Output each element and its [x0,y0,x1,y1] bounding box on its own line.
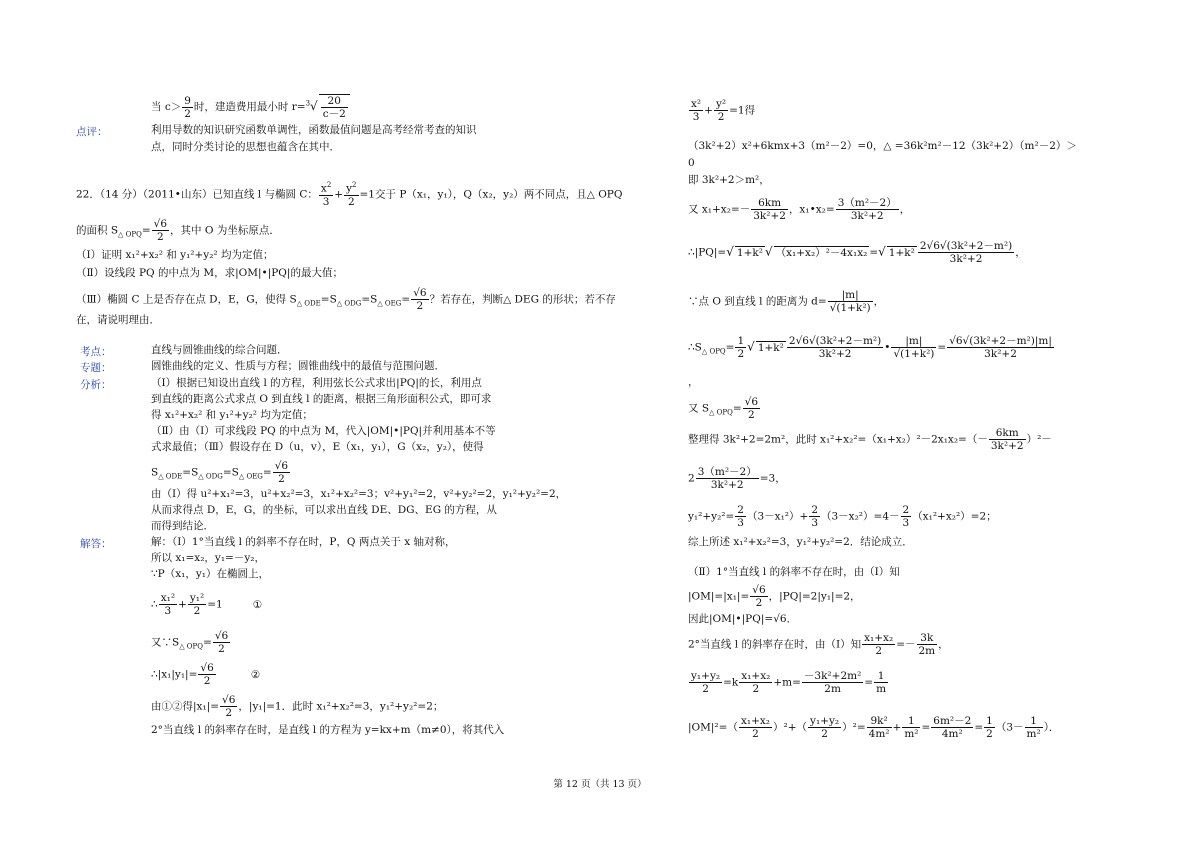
fenxi-line-8: 从而求得点 D，E，G，的坐标，可以求出直线 DE、DG、EG 的方程，从 [151,504,497,516]
r-line-2b: 0 [688,157,695,169]
r-line-12: y₁²+y₂²= $\frac{2}{3}$ （3－x₁²）+ $\frac{2}{3}$ （3－x₂²）=4－ $\frac{2}{3}$ （x₁²+x₂²）=2； [688,504,997,530]
jieda-line-3: ∵P（x₁，y₁）在椭圆上， [151,568,270,580]
jieda-line-7: 由①②得|x₁|= $\frac{√6}{2}$ ，|y₁|=1．此时 x₁²+x₂²=3，y₁²+y₂²=2； [151,694,444,720]
pingping-line-2: 点，同时分类讨论的思想也蕴含在其中． [151,141,340,153]
question-22-part-2: （Ⅱ）设线段 PQ 的中点为 M，求|OM|•|PQ|的最大值； [76,267,343,279]
r-line-16: 因此|OM|•|PQ|=√6． [688,613,798,625]
fenxi-line-9: 而得到结论． [151,520,214,532]
r-line-1: $\frac{\text{x²}}{3}$ + $\frac{\text{y²}}{2}$ =1得 [691,98,756,124]
pingping-label: 点评： [76,126,108,138]
question-22-part-1: （Ⅰ）证明 x₁²+x₂² 和 y₁²+y₂² 均为定值； [76,249,274,261]
r-line-8: ， [688,376,699,388]
r-line-14: （Ⅱ）1°当直线 l 的斜率不存在时，由（Ⅰ）知 [688,566,900,578]
r-line-13: 综上所述 x₁²+x₂²=3，y₁²+y₂²=2．结论成立． [688,536,913,548]
kaodian-text: 直线与圆锥曲线的综合问题． [151,344,288,356]
r-line-3: 即 3k²+2＞m²， [688,174,770,186]
jieda-line-1: 解：（Ⅰ）1°当直线 l 的斜率不存在时，P，Q 两点关于 x 轴对称， [151,536,456,548]
question-22-stem: 22．（14 分）（2011•山东）已知直线 l 与椭圆 C： $\frac{x^2}{3}$ + $\frac{y^2}{2}$ =1交于 P（x₁，y₁），Q（x₂，y₂）两不同点，且△ OPQ [76,181,623,208]
fenxi-line-2: 到直线的距离公式求点 O 到直线 l 的距离，根据三角形面积公式，即可求 [151,393,492,405]
jieda-line-5: 又$\because S_{\triangle OPQ}=$ $\frac{√6}{2}$ [151,630,229,656]
r-line-5: ∴|PQ|=√ 1+k² √ （x₁+x₂）²－4x₁x₂ =√ 1+k² $\frac{\text{2√6√(3k²+2－m²)}}{\text{3k²+2}}$ ， [688,240,1026,266]
question-22-area: 的面积 $S_{\triangle OPQ}=$ $\frac{√6}{2}$ ，其中 O 为坐标原点． [76,218,280,244]
zhuanti-label: 专题： [80,362,112,374]
r-line-4: 又 x₁+x₂=－ $\frac{6km}{\text{3k²+2}}$ ，x₁•x₂= $\frac{\text{3（m²－2）}}{\text{3k²+2}}$ ， [688,197,911,223]
fenxi-line-7: 由（Ⅰ）得 u²+x₁²=3，u²+x₂²=3，x₁²+x₂²=3；v²+y₁²=2，v²+y₂²=2，y₁²+y₂²=2， [151,488,567,500]
jieda-line-8: 2°当直线 l 的斜率存在时，是直线 l 的方程为 y=kx+m（m≠0），将其代入 [151,724,505,736]
r-line-17: 2°当直线 l 的斜率存在时，由（Ⅰ）知 $\frac{\text{x₁+x₂}}{2}$ =－ $\frac{3k}{2m}$ ， [688,632,949,658]
fenxi-line-1: （Ⅰ）根据已知设出直线 l 的方程，利用弦长公式求出|PQ|的长，利用点 [151,377,482,389]
jieda-line-2: 所以 x₁=x₂，y₁=－y₂， [151,552,265,564]
fenxi-line-5: 式求最值；（Ⅲ）假设存在 D（u，v），E（x₁，y₁），G（x₂，y₂），使得 [151,441,484,453]
jieda-line-4: ∴ $\frac{\text{x₁²}}{3}$ + $\frac{\text{y₁²}}{2}$ =1 ① [151,592,263,618]
r-line-19: |OM|²=（ $\frac{\text{x₁+x₂}}{2}$ ）²+（ $\frac{\text{y₁+y₂}}{2}$ ）²= $\frac{\text{9k²}}{\text{4m²}}$ + $\frac{1}{\text{m²}}$ = $\frac{\text{6m²－2}}{\text{4m²}}$ = $\frac{1}{2}$ （3－ $\frac{1}{\text{m²}}$ ）． [688,715,1060,741]
continuation-line: 当 c＞ $\frac{9}{2}$ 时，建造费用最小时 r=$^3$√ $\frac{20}{c-2}$ [151,94,351,120]
r-line-6: ∵点 O 到直线 l 的距离为 d= $\frac{|m|}{\text{√(1+k²)}}$ ， [688,289,885,315]
jieda-line-6: ∴|x₁|y₁|= $\frac{√6}{2}$ ② [151,662,261,688]
r-line-7: $\therefore S_{\triangle OPQ}=$ $\frac{1}{2}$ √ 1+k² $\frac{\text{2√6√(3k²+2－m²)}}{\text{3k²+2}}$ • $\frac{|m|}{\text{√(1+k²)}}$ = $\frac{\text{√6√(3k²+2－m²)|m|}}{\text{3k²+2}}$ [688,335,1052,361]
r-line-2: （3k²+2）x²+6kmx+3（m²－2）=0，△ =36k²m²－12（3k²+2）（m²－2）＞ [688,140,1077,152]
fenxi-line-3: 得 x₁²+x₂² 和 y₁²+y₂² 均为定值； [151,409,313,421]
r-line-9: 又 $S_{\triangle OPQ}=$ $\frac{√6}{2}$ [688,396,759,422]
question-22-part-3-cont: 在，请说明理由． [76,314,160,326]
r-line-11: 2 $\frac{\text{3（m²－2）}}{\text{3k²+2}}$ =3， [688,466,786,492]
r-line-10: 整理得 3k²+2=2m²，此时 x₁²+x₂²=（x₁+x₂）²－2x₁x₂=（－ $\frac{6km}{\text{3k²+2}}$ ）²－ [688,427,1052,453]
kaodian-label: 考点： [80,346,112,358]
fenxi-label: 分析： [80,379,112,391]
r-line-18: $\frac{\text{y₁+y₂}}{2}$ =k $\frac{\text{x₁+x₂}}{2}$ +m= $\frac{\text{－3k²+2m²}}{2m}$ = $\frac{1}{m}$ [691,670,887,696]
right-column [600,0,1200,848]
question-22-part-3: （Ⅲ）椭圆 C 上是否存在点 D，E，G，使得 $S_{\triangle ODE}=S_{\triangle ODG}=S_{\triangle OEG}=$ $\frac{√6}{2}$ ？若存在，判断△ DEG 的形状；若不存 [76,287,616,313]
r-line-15: |OM|=|x₁|= $\frac{√6}{2}$ ，|PQ|=2|y₁|=2， [688,584,861,610]
fenxi-line-6: $S_{\triangle ODE}=S_{\triangle ODG}=S_{\triangle OEG}=$ $\frac{√6}{2}$ [151,460,289,486]
jieda-label: 解答： [80,538,112,550]
fenxi-line-4: （Ⅱ）由（Ⅰ）可求线段 PQ 的中点为 M，代入|OM|•|PQ|并利用基本不等 [151,425,496,437]
pingping-line-1: 利用导数的知识研究函数单调性，函数最值问题是高考经常考查的知识 [151,124,477,136]
zhuanti-text: 圆锥曲线的定义、性质与方程；圆锥曲线中的最值与范围问题． [151,360,445,372]
page-footer: 第 12 页（共 13 页） [553,779,647,790]
